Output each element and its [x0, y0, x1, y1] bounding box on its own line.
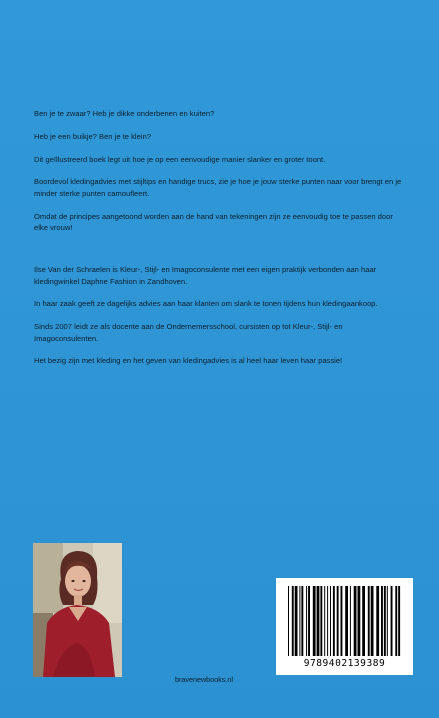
barcode-bar: [362, 586, 365, 656]
barcode-bar: [288, 586, 289, 656]
barcode-bar: [327, 586, 328, 656]
blurb-paragraph: Dit geïllustreerd boek legt uit hoe je op een eenvoudige manier slanker en groter toont.: [34, 154, 326, 164]
barcode-bar: [301, 586, 303, 656]
barcode-bar: [295, 586, 298, 656]
barcode-bar: [381, 586, 383, 656]
barcode-bar: [384, 586, 386, 656]
blurb-paragraph: Ben je te zwaar? Heb je dikke onderbenen en kuiten?: [34, 109, 215, 118]
author-bio-paragraph: Ilse Van der Schraelen is Kleur-, Stijl- en Imagoconsulente met een eigen praktijk verbonden aan haar kledingwinkel Daphne Fashion in Zandhoven.: [34, 264, 377, 286]
barcode-bar: [391, 586, 393, 656]
author-bio-paragraph: In haar zaak geeft ze dagelijks advies aan haar klanten om slank te tonen tijdens hun kledingaankoop.: [34, 299, 378, 309]
barcode-bar: [350, 586, 351, 656]
isbn-number: 9789402139389: [303, 658, 386, 669]
barcode-bar: [320, 586, 322, 656]
barcode-bar: [387, 586, 388, 656]
barcode-bar: [395, 586, 397, 656]
barcode-bar: [337, 586, 339, 656]
barcode-icon: [276, 578, 413, 658]
barcode-bar: [317, 586, 320, 656]
author-portrait-icon: [33, 543, 122, 677]
barcode-bar: [308, 586, 310, 656]
barcode-bar: [292, 586, 294, 656]
author-photo: [33, 543, 122, 677]
blurb-paragraph: Heb je een buikje? Ben je te klein?: [34, 131, 151, 141]
barcode-bar: [299, 586, 300, 656]
publisher-website: bravenewbooks.nl: [175, 675, 233, 684]
barcode-bar: [398, 586, 400, 656]
barcode-bar: [341, 586, 343, 656]
barcode-bar: [358, 586, 361, 656]
barcode-bar: [345, 586, 348, 656]
barcode-bar: [376, 586, 379, 656]
blurb-paragraph: Omdat de principes aangetoond worden aan de hand van tekeningen zijn ze eenvoudig toe te passen door elke vrouw!: [34, 211, 393, 233]
barcode-bar: [333, 586, 335, 656]
barcode-bar: [313, 586, 316, 656]
blurb-text: [34, 108, 406, 378]
barcode-bar: [354, 586, 357, 656]
barcode-bar: [330, 586, 331, 656]
barcode-bar: [306, 586, 307, 656]
barcode-bar: [324, 586, 325, 656]
author-bio-paragraph: Sinds 2007 leidt ze als docente aan de Ondernemersschool, cursisten op tot Kleur-, Stijl- en Imagoconsulenten.: [34, 322, 343, 343]
barcode-bar: [371, 586, 374, 656]
blurb-paragraph: Boordevol kledingadvies met stijltips en handige trucs, zie je hoe je jouw sterke punten naar voor brengt en je minder sterke punten camoufleert.: [34, 177, 402, 198]
author-bio-paragraph: Het bezig zijn met kleding en het geven van kledingadvies is al heel haar leven haar passie!: [34, 356, 343, 366]
isbn-barcode: [276, 578, 413, 675]
barcode-bar: [368, 586, 370, 656]
